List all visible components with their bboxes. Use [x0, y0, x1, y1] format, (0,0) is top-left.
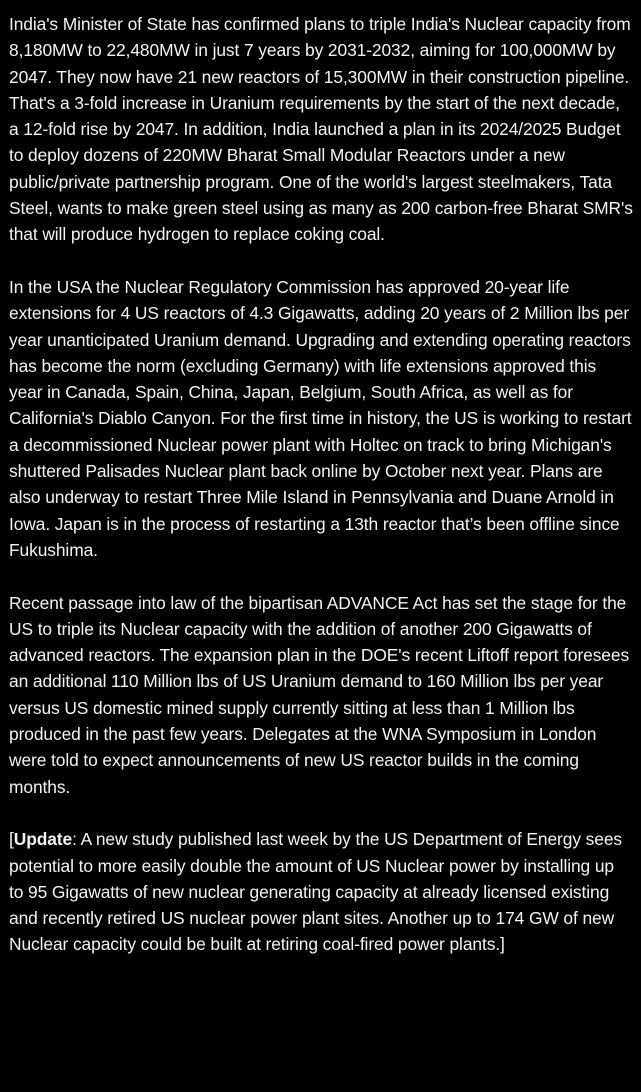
paragraph-usa-life-extensions: In the USA the Nuclear Regulatory Commission has approved 20-year life extensions for 4 US reactors of 4.3 Gigawatts, adding 20 years of 2 Million lbs per year unanticipated Uranium demand. Upgrading and extending operating reactors has become the norm (excluding Germany) with life extensions approved this year in Canada, Spain, China, Japan, Belgium, South Africa, as well as for California's Diablo Canyon. For the first time in history, the US is working to restart a decommissioned Nuclear power plant with Holtec on track to bring Michigan's shuttered Palisades Nuclear plant back online by October next year. Plans are also underway to restart Three Mile Island in Pennsylvania and Duane Arnold in Iowa. Japan is in the process of restarting a 13th reactor that’s been offline since Fukushima. [9, 276, 632, 560]
paragraph-advance-act: Recent passage into law of the bipartisan ADVANCE Act has set the stage for the US to triple its Nuclear capacity with the addition of another 200 Gigawatts of advanced reactors. The expansion plan in the DOE's recent Liftoff report foresees an additional 110 Million lbs of US Uranium demand to 160 Million lbs per year versus US domestic mined supply currently sitting at less than 1 Million lbs produced in the past few years. Delegates at the WNA Symposium in London were told to expect announcements of new US reactor builds in the coming months. [9, 592, 630, 797]
update-open-bracket: [ [9, 829, 14, 850]
paragraph-update [9, 826, 633, 957]
update-label: Update [13, 829, 73, 850]
paragraph-india: India's Minister of State has confirmed plans to triple India's Nuclear capacity from 8,180MW to 22,480MW in just 7 years by 2031-2032, aiming for 100,000MW by 2047. They now have 21 new reactors of 15,300MW in their construction pipeline. That's a 3-fold increase in Uranium requirements by the start of the next decade, a 12-fold rise by 2047. In addition, India launched a plan in its 2024/2025 Budget to deploy dozens of 220MW Bharat Small Modular Reactors under a new public/private partnership program. One of the world's largest steelmakers, Tata Steel, wants to make green steel using as many as 200 carbon-free Bharat SMR's that will produce hydrogen to replace coking coal. [9, 14, 633, 245]
update-body: : A new study published last week by the US Department of Energy sees potential to more easily double the amount of US Nuclear power by installing up to 95 Gigawatts of new nuclear generating capacity at already licensed existing and recently retired US nuclear power plant sites. Another up to 174 GW of new Nuclear capacity could be built at retiring coal-fired power plants.] [9, 829, 622, 955]
